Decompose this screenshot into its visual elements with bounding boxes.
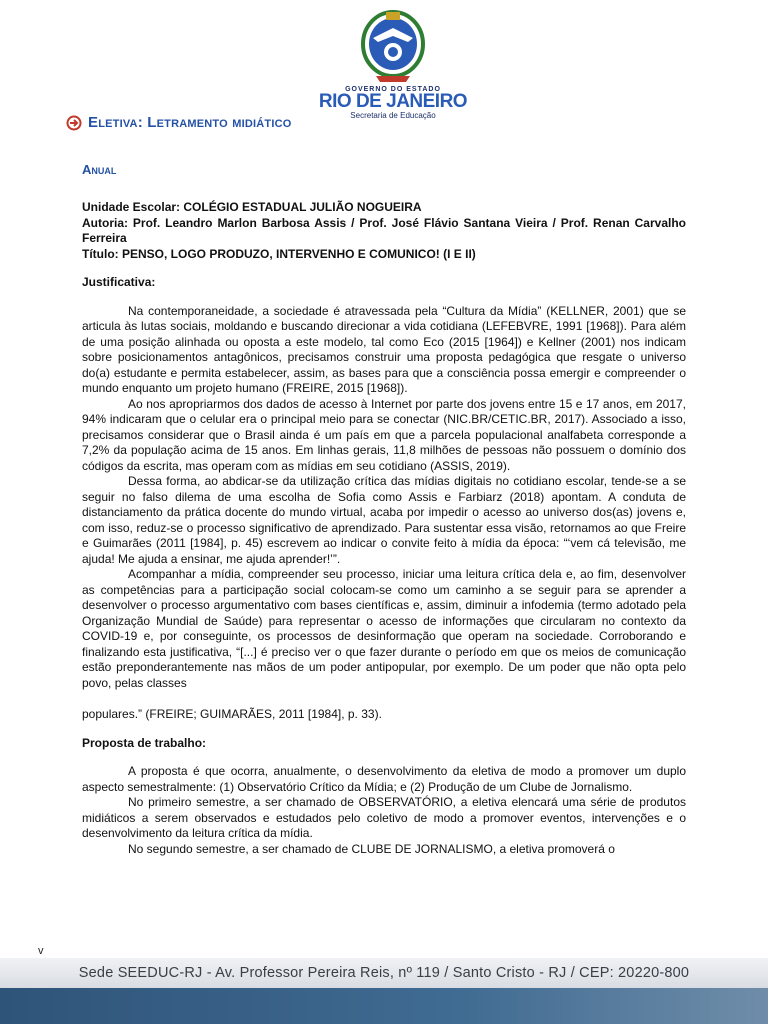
logo-line-government: GOVERNO DO ESTADO	[345, 86, 441, 93]
paragraph: No primeiro semestre, a ser chamado de OBSERVATÓRIO, a eletiva elencará uma série de produtos midiáticos a serem observados e estudados pelo coletivo de modo a promover eventos, intervenções e o desenvolvimento da leitura crítica da mídia.	[82, 795, 686, 840]
paragraph-continuation: populares.” (FREIRE; GUIMARÃES, 2011 [1984], p. 33).	[82, 707, 382, 721]
footer-address: Sede SEEDUC-RJ - Av. Professor Pereira Reis, nº 119 / Santo Cristo - RJ / CEP: 20220-800	[78, 965, 690, 981]
logo-line-state: RIO DE JANEIRO	[318, 91, 468, 112]
proposta-heading: Proposta de trabalho:	[82, 735, 207, 750]
meta-titulo: Título: PENSO, LOGO PRODUZO, INTERVENHO E COMUNICO! (I E II)	[82, 246, 476, 261]
footer-band	[0, 958, 768, 988]
logo-line-department: Secretaria de Educação	[350, 111, 436, 120]
page-mark: v	[38, 945, 44, 957]
document-body	[82, 200, 686, 857]
justificativa-heading: Justificativa:	[82, 275, 156, 289]
section-title: Eletiva: Letramento midiático	[88, 114, 292, 131]
section-header	[66, 114, 292, 131]
paragraph: A proposta é que ocorra, anualmente, o desenvolvimento da eletiva de modo a promover um duplo aspecto semestralmente: (1) Observatório Crítico da Mídia; e (2) Produção de um Clube de Jornalismo.	[82, 764, 686, 794]
paragraph: Dessa forma, ao abdicar-se da utilização crítica das mídias digitais no cotidiano escolar, tende-se a se seguir no falso dilema de uma escolha de Sofia como Assis e Farbiarz (2018) apontam. A conduta de distanciamento da prática docente do mundo virtual, acaba por impedir o acesso ao universo dos(as) jovens e, com isso, reduz-se o processo significativo de aprendizado. Para sustentar essa visão, retornamos ao que Freire e Guimarães (2011 [1984], p. 45) escrevem ao indicar o convite feito à mídia da época: “‘vem cá televisão, me ajuda! Me ajuda a ensinar, me ajuda aprender!’”.	[82, 474, 686, 566]
paragraph: Ao nos apropriarmos dos dados de acesso à Internet por parte dos jovens entre 15 e 17 anos, em 2017, 94% indicaram que o celular era o principal meio para se conectar (NIC.BR/CETIC.BR, 2017). Associado a isso, precisamos considerar que o Brasil ainda é um país em que a parcela populacional analfabeta corresponde a 7,2% da população acima de 15 anos. Em linhas gerais, 11,8 milhões de pessoas não possuem o domínio dos códigos da escrita, mas operam com as mídias em seu cotidiano (ASSIS, 2019).	[82, 396, 686, 473]
footer-bar	[0, 988, 768, 1024]
circle-arrow-icon	[66, 115, 82, 131]
meta-autoria: Autoria: Prof. Leandro Marlon Barbosa Assis / Prof. José Flávio Santana Vieira / Prof. Renan Carvalho Ferreira	[82, 215, 686, 245]
paragraph: Acompanhar a mídia, compreender seu processo, iniciar uma leitura crítica dela e, ao fim, desenvolver as competências para a participação social colocam-se como um caminho a se seguir para se aprender a desenvolver o processo argumentativo com bases científicas e, assim, diminuir a infodemia (termo adotado pela Organização Mundial de Saúde) para representar o acesso de informações que circularam no contexto da COVID-19 e, por conseguinte, os processos de desinformação que operam na sociedade. Corroborando e finalizando esta justificativa, “[...] é preciso ver o que fazer durante o período em que os meios de comunicação estão preponderantemente nas mãos de um poder antipopular, por exemplo. De um poder que não opta pelo povo, pelas classes	[82, 567, 686, 690]
meta-unidade: Unidade Escolar: COLÉGIO ESTADUAL JULIÃO NOGUEIRA	[82, 200, 422, 214]
state-logo	[318, 6, 468, 118]
paragraph: No segundo semestre, a ser chamado de CLUBE DE JORNALISMO, a eletiva promoverá o	[128, 841, 615, 856]
section-subtitle: Anual	[82, 162, 117, 177]
document-meta	[82, 200, 686, 262]
paragraph: Na contemporaneidade, a sociedade é atravessada pela “Cultura da Mídia” (KELLNER, 2001) que se articula às lutas sociais, moldando e buscando direcionar a vida cotidiana (LEFEBVRE, 1991 [1968]). Para além de uma posição alinhada ou oposta a este modelo, tal como Eco (2015 [1964]) e Kellner (2001) nos indicam sobre posicionamentos antagônicos, precisamos construir uma proposta pedagógica que resgate o universo do(a) estudante e permita estabelecer, assim, as bases para que a consciência possa emergir e compreender o mundo enquanto um projeto humano (FREIRE, 2015 [1968]).	[82, 303, 686, 395]
coat-of-arms-icon	[358, 6, 428, 86]
